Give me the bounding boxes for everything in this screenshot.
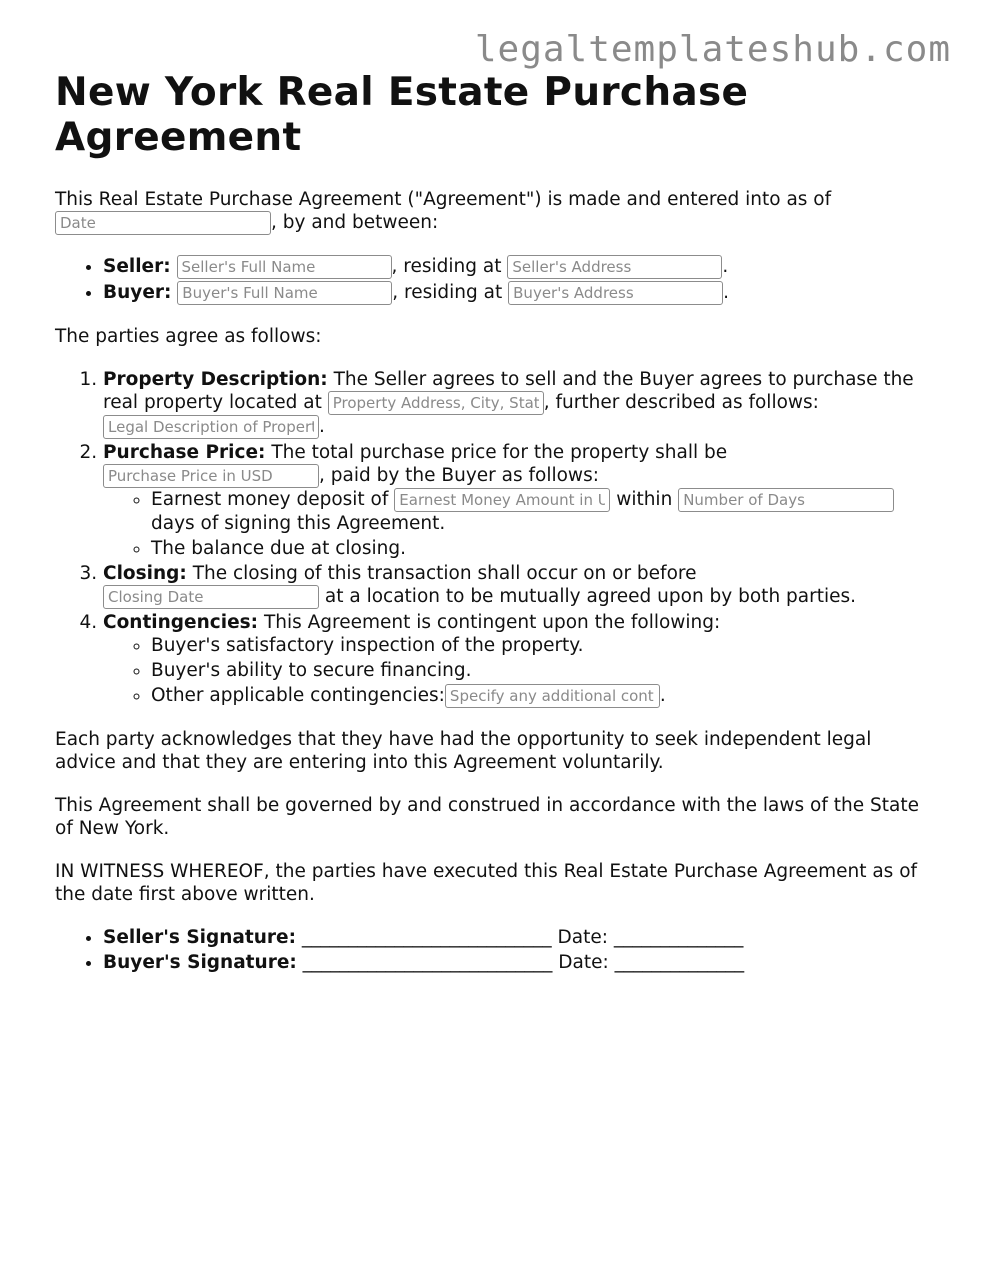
acknowledge-paragraph: Each party acknowledges that they have had the opportunity to seek independent legal advice and that they are entering into this Agreement voluntarily.: [55, 729, 872, 773]
signature-list: [55, 926, 935, 974]
document-body: [55, 70, 935, 994]
contingency-other: [151, 684, 935, 708]
earnest-item: [151, 488, 935, 535]
buyer-signature-item: [103, 951, 935, 974]
buyer-item: [103, 281, 935, 305]
property-address-input[interactable]: [328, 391, 544, 415]
property-text: The Seller agrees to sell and the Buyer agrees to purchase the real property located at: [103, 369, 914, 413]
term-property: [103, 368, 935, 439]
contingency-financing: ◦ Buyer's ability to secure financing.: [151, 659, 935, 682]
payment-list: [103, 488, 935, 560]
contingencies-list: [103, 634, 935, 708]
contingencies-text: This Agreement is contingent upon the following:: [263, 612, 721, 633]
earnest-amount-input[interactable]: [394, 488, 610, 512]
seller-residing-text: , residing at: [391, 256, 502, 277]
balance-item: ◦ The balance due at closing.: [151, 537, 935, 560]
contingency-inspection: ◦ Buyer's satisfactory inspection of the property.: [151, 634, 935, 657]
intro-paragraph: [55, 188, 935, 235]
buyer-name-input[interactable]: [177, 281, 392, 305]
earnest-text: Earnest money deposit of: [151, 489, 389, 510]
intro-text: This Real Estate Purchase Agreement ("Agreement") is made and entered into as of: [55, 189, 832, 210]
governing-law-paragraph: This Agreement shall be governed by and construed in accordance with the laws of the State of New York.: [55, 795, 919, 839]
property-text-2: , further described as follows:: [543, 392, 819, 413]
purchase-price-input[interactable]: [103, 464, 319, 488]
property-heading: Property Description:: [103, 369, 328, 390]
term-closing: [103, 562, 935, 609]
closing-date-input[interactable]: [103, 585, 319, 609]
buyer-signature-line: ___________________________ Date: ______________: [296, 952, 745, 973]
agreement-date-input[interactable]: [55, 211, 271, 235]
seller-item: [103, 255, 935, 279]
intro-text-after: , by and between:: [271, 212, 439, 233]
other-contingencies-text: Other applicable contingencies:: [151, 685, 445, 706]
number-of-days-input[interactable]: [678, 488, 894, 512]
buyer-label: Buyer:: [103, 282, 172, 303]
price-text: The total purchase price for the property shall be: [271, 442, 728, 463]
property-end: .: [319, 416, 325, 437]
term-contingencies: [103, 611, 935, 708]
closing-text-2: at a location to be mutually agreed upon by both parties.: [324, 586, 857, 607]
days-text: days of signing this Agreement.: [151, 513, 446, 534]
buyer-end: .: [723, 282, 730, 303]
contingencies-heading: Contingencies:: [103, 612, 259, 633]
buyer-residing-text: , residing at: [392, 282, 503, 303]
seller-signature-item: [103, 926, 935, 949]
buyer-address-input[interactable]: [508, 281, 723, 305]
page-title: New York Real Estate Purchase Agreement: [55, 70, 749, 160]
seller-label: Seller:: [103, 256, 171, 277]
buyer-signature-label: Buyer's Signature:: [103, 952, 297, 973]
seller-end: .: [722, 256, 729, 277]
terms-list: [55, 368, 935, 708]
seller-address-input[interactable]: [507, 255, 722, 279]
witness-paragraph: IN WITNESS WHEREOF, the parties have executed this Real Estate Purchase Agreement as of the date first above written.: [55, 861, 918, 905]
other-contingencies-input[interactable]: [445, 684, 660, 708]
price-text-2: , paid by the Buyer as follows:: [319, 465, 599, 486]
seller-name-input[interactable]: [177, 255, 392, 279]
contingency-end: .: [659, 685, 666, 706]
agree-text: The parties agree as follows:: [55, 326, 322, 347]
term-price: [103, 441, 935, 560]
closing-text: The closing of this transaction shall occur on or before: [192, 563, 697, 584]
price-heading: Purchase Price:: [103, 442, 266, 463]
legal-description-input[interactable]: [103, 415, 319, 439]
parties-list: [55, 255, 935, 305]
within-text: within: [616, 489, 673, 510]
seller-signature-line: ___________________________ Date: ______________: [296, 927, 744, 948]
watermark: legaltemplateshub.com: [474, 29, 951, 70]
closing-heading: Closing:: [103, 563, 187, 584]
seller-signature-label: Seller's Signature:: [103, 927, 296, 948]
